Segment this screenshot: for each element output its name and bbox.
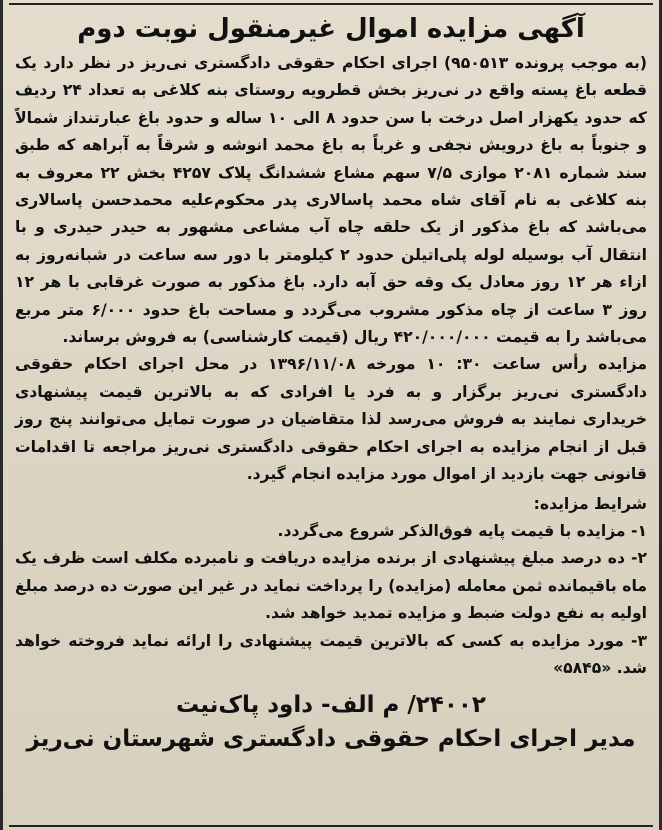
bottom-border-rule	[9, 825, 653, 827]
notice-title: آگهی مزایده اموال غیرمنقول نوبت دوم	[77, 14, 585, 44]
top-border-rule	[9, 3, 653, 5]
notice-paragraph-property: (به موجب پرونده ۹۵۰۵۱۳) اجرای احکام حقوقی دادگستری نی‌ریز در نظر دارد یک قطعه باغ پسته واقع در نی‌ریز بخش قطرویه روستای بنه کلاغی به تعداد ۲۴ ردیف که حدود یکهزار اصل درخت با سن حدود ۸ الی ۱۰ ساله و حدود باغ عبارتنداز شمالاً و جنوباً به باغ درویش نجفی و غرباً به باغ محمد انوشه و شرقاً به آبراهه که طبق سند شماره ۲۰۸۱ موازی ۷/۵ سهم مشاع ششدانگ پلاک ۴۲۵۷ بخش ۲۲ معروف به بنه کلاغی به نام آقای شاه محمد پاسالاری پدر محکوم‌علیه محمدحسن پاسالاری می‌باشد که باغ مذکور از یک حلقه چاه آب مشاعی مشهور به حیدر حیدری و با انتقال آب بوسیله لوله پلی‌اتیلن حدود ۲ کیلومتر با دور سه ساعت در شبانه‌روز به ازاء هر ۱۲ روز معادل یک وقه حق آبه دارد. باغ مذکور به صورت غرقابی با هر ۱۲ روز ۳ ساعت از چاه مذکور مشروب می‌گردد و مساحت باغ حدود ۶/۰۰۰ متر مربع می‌باشد را به قیمت ۴۲۰/۰۰۰/۰۰۰ ریال (قیمت کارشناسی) به فروش برساند.	[15, 54, 648, 347]
condition-item-1: ۱- مزایده با قیمت پایه فوق‌الذکر شروع می‌گردد.	[277, 521, 647, 540]
condition-item-2: ۲- ده درصد مبلغ پیشنهادی از برنده مزایده دریافت و نامبرده مکلف است ظرف یک ماه باقیمانده ثمن معامله (مزایده) را پرداخت نماید در غیر این صورت ده درصد مبلغ اولیه به نفع دولت ضبط و مزایده تمدید خواهد شد.	[15, 549, 647, 623]
notice-body	[15, 50, 647, 682]
signature-reference: ۲۴۰۰۲/ م الف- داود پاک‌نیت	[176, 692, 486, 719]
notice-paragraph-auction-time: مزایده رأس ساعت ۳۰: ۱۰ مورخه ۱۳۹۶/۱۱/۰۸ در محل اجرای احکام حقوقی دادگستری نی‌ریز برگزار و به فرد یا افرادی که به بالاترین قیمت پیشنهادی خریداری نمایند به فروش می‌رسد لذا متقاضیان در صورت تمایل می‌توانند پنج روز قبل از انجام مزایده به اجرای احکام حقوقی دادگستری نی‌ریز مراجعه تا اقدامات قانونی جهت بازدید از اموال مورد مزایده انجام گیرد.	[15, 355, 648, 484]
conditions-heading: شرایط مزایده:	[533, 494, 647, 513]
condition-item-3: ۳- مورد مزایده به کسی که بالاترین قیمت پیشنهادی را ارائه نماید فروخته خواهد شد. «۵۸۴۵»	[15, 631, 647, 677]
signature-office: مدیر اجرای احکام حقوقی دادگستری شهرستان نی‌ریز	[26, 726, 636, 753]
